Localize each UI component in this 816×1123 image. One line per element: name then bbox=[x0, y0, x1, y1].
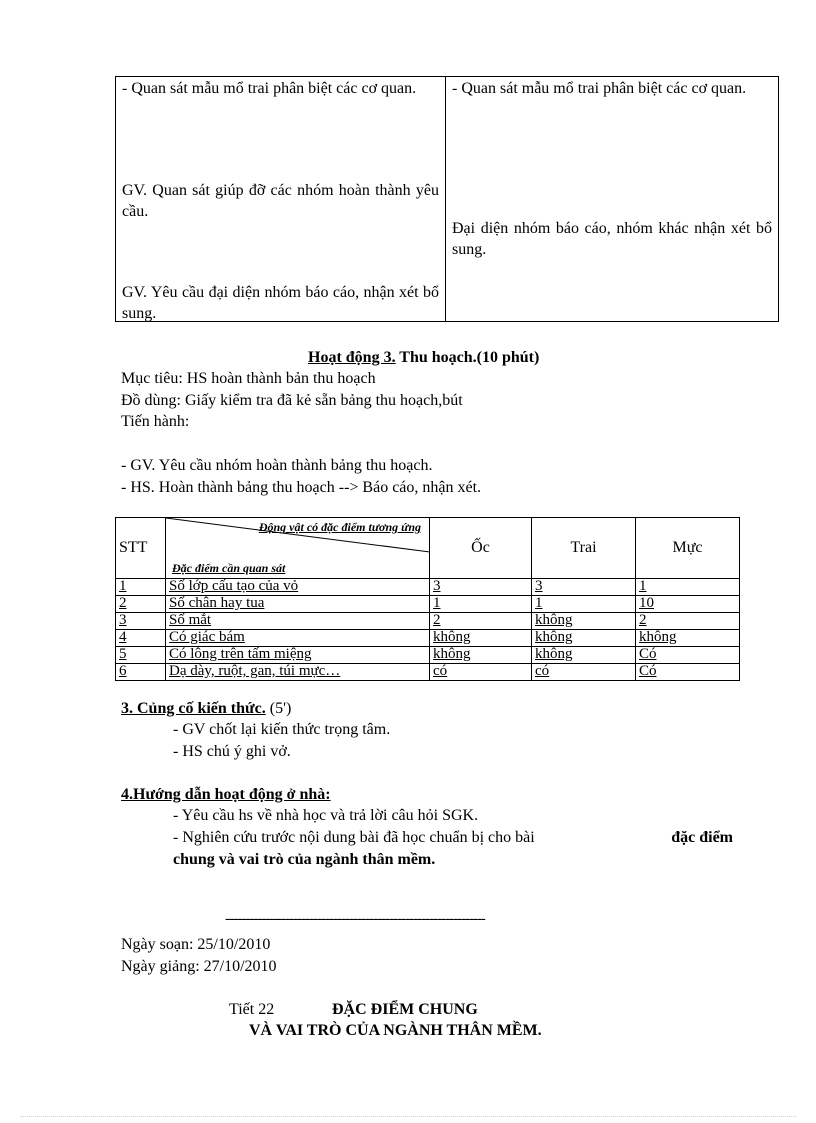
table-row bbox=[116, 664, 740, 681]
row-feature: Số lớp cấu tạo của vỏ bbox=[169, 578, 299, 594]
row-muc: 2 bbox=[639, 612, 647, 628]
date-teach: Ngày giảng: 27/10/2010 bbox=[121, 958, 277, 975]
row-stt: 2 bbox=[119, 595, 127, 611]
section3-heading: 3. Củng cố kiến thức. bbox=[121, 700, 266, 717]
section4-heading: 4.Hướng dẫn hoạt động ở nhà: bbox=[121, 786, 331, 803]
header-diagonal-cell bbox=[166, 518, 430, 579]
section-divider: ----------------------------------------------------------------- bbox=[225, 911, 485, 927]
header-diag-bottom: Đặc điểm cần quan sát bbox=[172, 561, 286, 576]
row-oc: có bbox=[433, 663, 448, 679]
row-stt: 3 bbox=[119, 612, 127, 628]
header-oc: Ốc bbox=[430, 518, 532, 579]
summary-table-header bbox=[116, 518, 740, 579]
row-oc: không bbox=[433, 629, 471, 645]
header-stt: STT bbox=[116, 518, 166, 579]
row-feature: Dạ dày, ruột, gan, túi mực… bbox=[169, 663, 341, 679]
student-step-observe: - Quan sát mẫu mổ trai phân biệt các cơ quan. bbox=[452, 80, 747, 97]
activity3-heading-suffix: Thu hoạch.(10 phút) bbox=[395, 349, 540, 366]
summary-table bbox=[115, 517, 740, 681]
header-diag-top: Động vật có đặc điểm tương ứng bbox=[258, 520, 421, 534]
activity3-step-gv: - GV. Yêu cầu nhóm hoàn thành bảng thu hoạch. bbox=[121, 457, 433, 474]
row-trai: 1 bbox=[535, 595, 543, 611]
row-trai: không bbox=[535, 612, 573, 628]
section4-item2-text: - Nghiên cứu trước nội dung bài đã học chuẩn bị cho bài bbox=[173, 829, 535, 846]
table-row bbox=[116, 579, 740, 596]
student-column bbox=[446, 77, 778, 321]
section3-item1: - GV chốt lại kiến thức trọng tâm. bbox=[173, 721, 391, 738]
page-bottom-border bbox=[20, 1116, 796, 1117]
row-oc: 3 bbox=[433, 578, 441, 594]
teacher-step-report: GV. Yêu cầu đại diện nhóm báo cáo, nhận xét bổ sung. bbox=[122, 284, 439, 322]
activity-table bbox=[115, 76, 779, 322]
row-feature: Có giác bám bbox=[169, 629, 245, 645]
row-oc: 2 bbox=[433, 612, 441, 628]
row-muc: không bbox=[639, 629, 677, 645]
section3-time: (5') bbox=[265, 700, 292, 717]
row-feature: Số mắt bbox=[169, 612, 212, 628]
row-trai: 3 bbox=[535, 578, 543, 594]
section3-item2: - HS chú ý ghi vở. bbox=[173, 743, 291, 760]
student-step-report: Đại diện nhóm báo cáo, nhóm khác nhận xét bổ sung. bbox=[452, 220, 772, 258]
activity3-heading bbox=[308, 348, 539, 369]
table-row bbox=[116, 647, 740, 664]
row-stt: 5 bbox=[119, 646, 127, 662]
activity3-procedure: Tiến hành: bbox=[121, 413, 190, 430]
table-row bbox=[116, 630, 740, 647]
section4-item2-line2: chung và vai trò của ngành thân mềm. bbox=[173, 851, 436, 868]
row-muc: Có bbox=[639, 646, 657, 662]
table-row bbox=[116, 613, 740, 630]
row-feature: Có lông trên tấm miệng bbox=[169, 646, 312, 662]
teacher-column bbox=[116, 77, 446, 321]
row-trai: không bbox=[535, 629, 573, 645]
row-oc: 1 bbox=[433, 595, 441, 611]
row-oc: không bbox=[433, 646, 471, 662]
section4-item2-bold: đặc điểm bbox=[671, 829, 733, 846]
lesson-number: Tiết 22 bbox=[229, 1001, 275, 1018]
lesson-title-line2: VÀ VAI TRÒ CỦA NGÀNH THÂN MỀM. bbox=[249, 1022, 542, 1039]
section4-item2-line1 bbox=[173, 828, 733, 849]
section3-heading-line bbox=[121, 699, 291, 720]
row-stt: 4 bbox=[119, 629, 127, 645]
date-prep: Ngày soạn: 25/10/2010 bbox=[121, 936, 271, 953]
section4-item1: - Yêu cầu hs về nhà học và trả lời câu hỏi SGK. bbox=[173, 807, 479, 824]
row-trai: có bbox=[535, 663, 550, 679]
teacher-step-observe: - Quan sát mẫu mổ trai phân biệt các cơ quan. bbox=[122, 80, 417, 97]
header-trai: Trai bbox=[532, 518, 636, 579]
table-row bbox=[116, 596, 740, 613]
header-muc: Mực bbox=[636, 518, 740, 579]
teacher-step-support: GV. Quan sát giúp đỡ các nhóm hoàn thành yêu cầu. bbox=[122, 182, 439, 220]
row-trai: không bbox=[535, 646, 573, 662]
row-stt: 1 bbox=[119, 578, 127, 594]
row-muc: 1 bbox=[639, 578, 647, 594]
row-stt: 6 bbox=[119, 663, 127, 679]
activity3-step-hs: - HS. Hoàn thành bảng thu hoạch --> Báo cáo, nhận xét. bbox=[121, 479, 482, 496]
activity3-materials: Đồ dùng: Giấy kiểm tra đã kẻ sẵn bảng thu hoạch,bút bbox=[121, 392, 463, 409]
lesson-title-line1: ĐẶC ĐIỂM CHUNG bbox=[332, 1001, 478, 1018]
row-feature: Số chân hay tua bbox=[169, 595, 265, 611]
row-muc: 10 bbox=[639, 595, 654, 611]
activity3-heading-prefix: Hoạt động 3. bbox=[308, 349, 396, 366]
row-muc: Có bbox=[639, 663, 657, 679]
activity3-objective: Mục tiêu: HS hoàn thành bản thu hoạch bbox=[121, 370, 376, 387]
